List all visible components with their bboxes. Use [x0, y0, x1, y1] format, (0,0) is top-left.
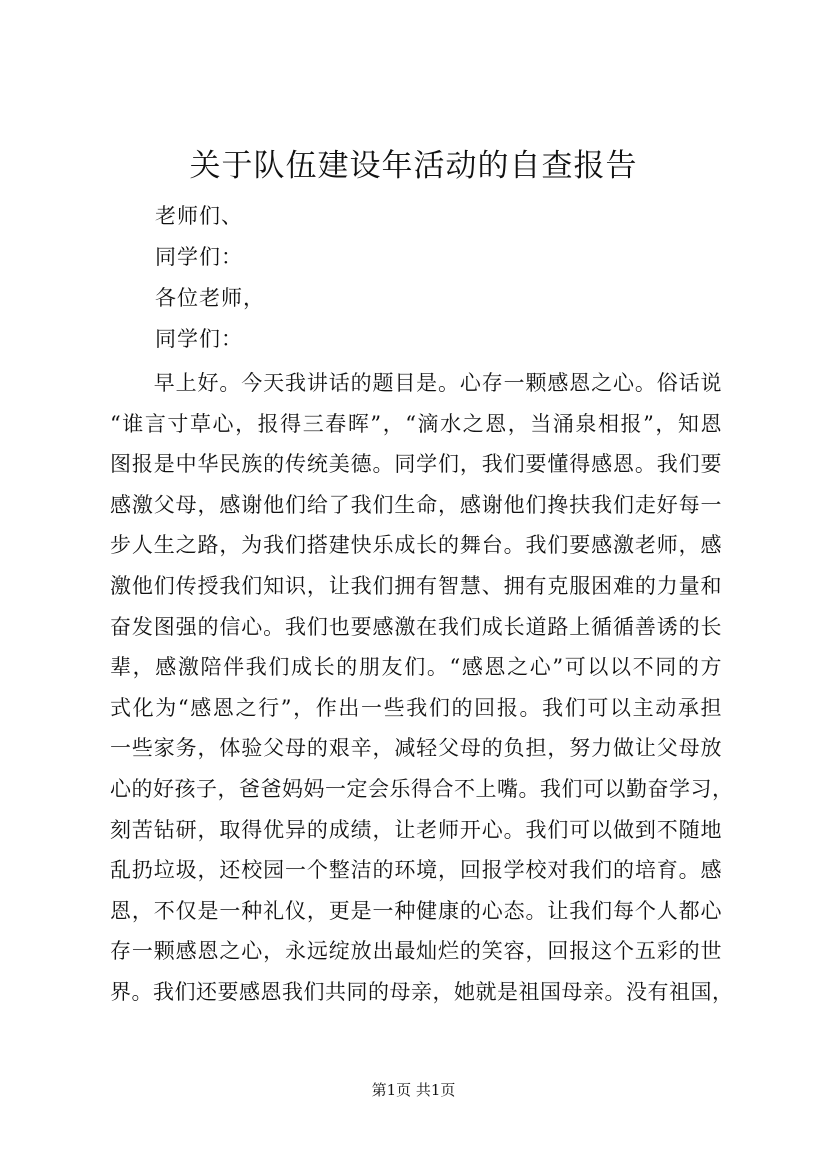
body-line: 辈，感激陪伴我们成长的朋友们。“感恩之心”可以以不同的方: [110, 655, 722, 680]
body-paragraph: [110, 363, 734, 1013]
body-line: 刻苦钻研，取得优异的成绩，让老师开心。我们可以做到不随地: [110, 817, 722, 842]
salutation-block: [155, 196, 755, 360]
body-line: 乱扔垃圾，还校园一个整洁的环境，回报学校对我们的培育。感: [110, 858, 722, 883]
salutation-line: 同学们：: [155, 245, 243, 269]
body-line: 式化为“感恩之行”，作出一些我们的回报。我们可以主动承担: [110, 695, 722, 720]
body-line: 步人生之路，为我们搭建快乐成长的舞台。我们要感激老师，感: [110, 533, 722, 558]
salutation-line: 同学们：: [155, 327, 243, 351]
body-line: “谁言寸草心，报得三春晖”，“滴水之恩，当涌泉相报”，知恩: [110, 411, 722, 436]
document-title: 关于队伍建设年活动的自查报告: [189, 148, 638, 184]
body-line: 图报是中华民族的传统美德。同学们，我们要懂得感恩。我们要: [110, 452, 722, 477]
body-line: 早上好。今天我讲话的题目是。心存一颗感恩之心。俗话说: [110, 371, 722, 395]
body-line: 一些家务，体验父母的艰辛，减轻父母的负担，努力做让父母放: [110, 736, 722, 761]
body-line: 感激父母，感谢他们给了我们生命，感谢他们搀扶我们走好每一: [110, 492, 722, 517]
body-line: 奋发图强的信心。我们也要感激在我们成长道路上循循善诱的长: [110, 614, 722, 639]
body-line: 存一颗感恩之心，永远绽放出最灿烂的笑容，回报这个五彩的世: [110, 939, 722, 964]
salutation-line: 老师们、: [155, 204, 243, 228]
body-line: 界。我们还要感恩我们共同的母亲，她就是祖国母亲。没有祖国，: [110, 979, 734, 1004]
page-footer: 第1页 共1页: [371, 1081, 456, 1099]
body-line: 心的好孩子，爸爸妈妈一定会乐得合不上嘴。我们可以勤奋学习，: [110, 776, 734, 801]
body-line: 恩，不仅是一种礼仪，更是一种健康的心态。让我们每个人都心: [110, 898, 722, 923]
body-line: 激他们传授我们知识，让我们拥有智慧、拥有克服困难的力量和: [110, 573, 722, 598]
salutation-line: 各位老师，: [155, 286, 265, 310]
